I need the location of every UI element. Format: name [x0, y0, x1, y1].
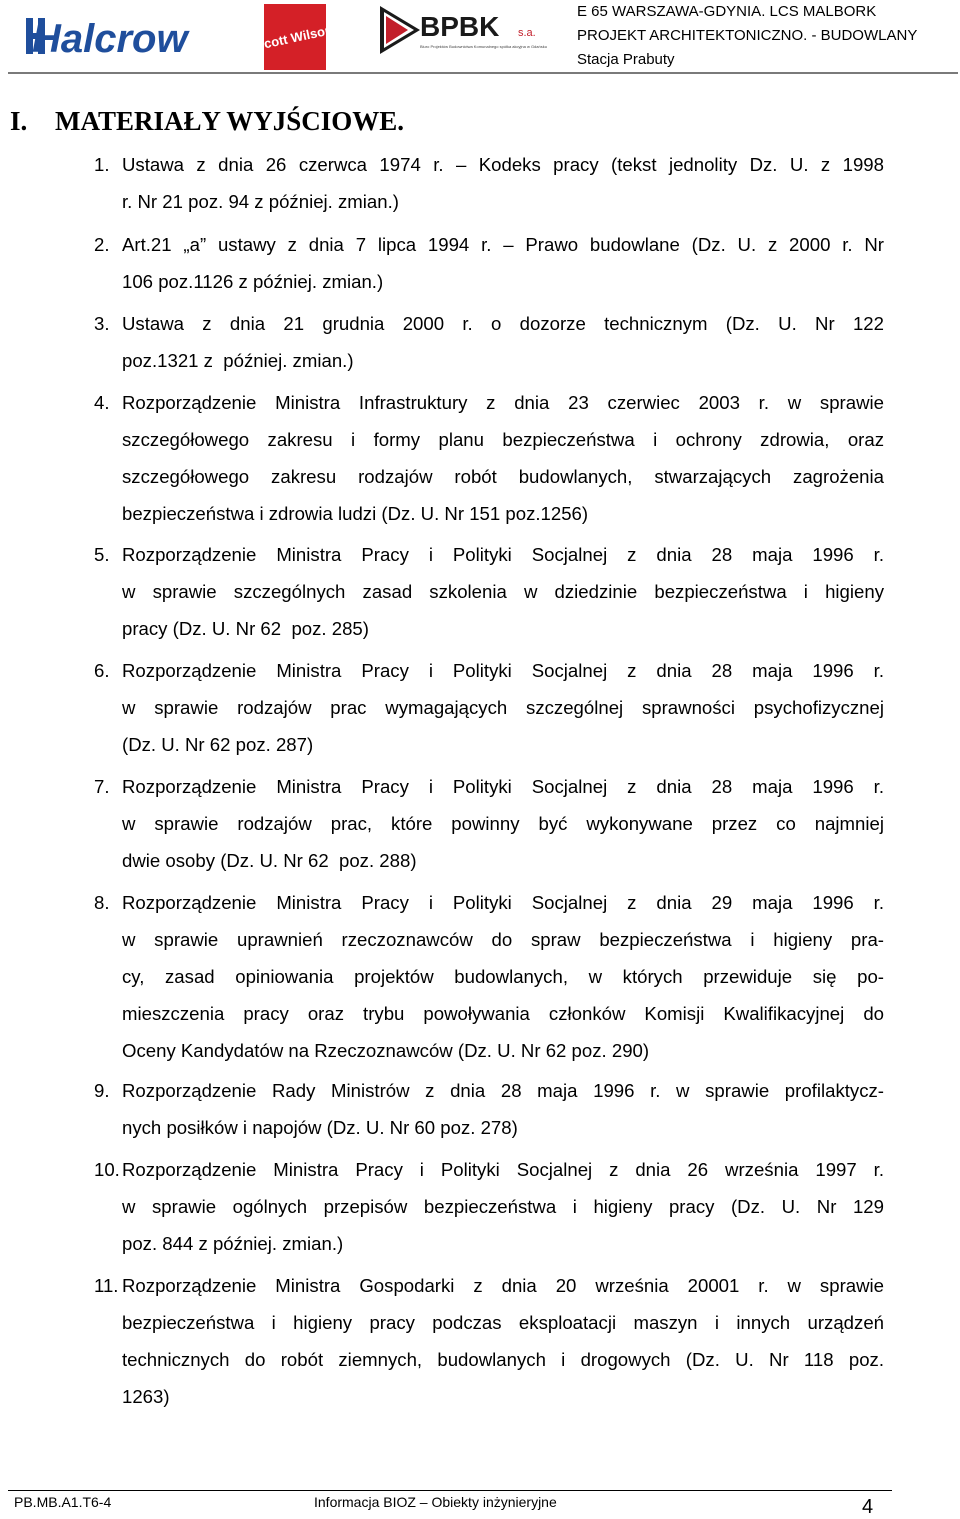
list-item-number: 5.: [94, 544, 110, 565]
project-header-text: [577, 0, 917, 72]
list-item-line: w sprawie rodzajów prac wymagających szczególnej sprawności psychofizycznej: [122, 697, 884, 718]
project-station: Stacja Prabuty: [577, 51, 675, 68]
list-item-line: 106 poz.1126 z później. zmian.): [122, 271, 384, 292]
list-item-line: poz.1321 z później. zmian.): [122, 350, 354, 371]
document-title: Informacja BIOZ – Obiekty inżynieryjne: [314, 1494, 557, 1510]
list-item-line: cy, zasad opiniowania projektów budowlanych, w których przewiduje się po-: [122, 966, 884, 987]
list-item-line: w sprawie uprawnień rzeczoznawców do spraw bezpieczeństwa i higieny pra-: [122, 929, 884, 950]
list-item-number: 3.: [94, 313, 110, 334]
section-number: I.: [10, 106, 28, 136]
list-item-line: poz. 844 z później. zmian.): [122, 1233, 344, 1254]
list-item-number: 9.: [94, 1080, 110, 1101]
list-item-line: bezpieczeństwa i zdrowia ludzi (Dz. U. Nr 151 poz.1256): [122, 503, 589, 524]
list-item-line: mieszczenia pracy oraz trybu powoływania członków Komisji Kwalifikacyjnej do: [122, 1003, 884, 1024]
list-item-line: szczegółowego zakresu i formy planu bezpieczeństwa i ochrony zdrowia, oraz: [122, 429, 884, 450]
document-code: PB.MB.A1.T6-4: [14, 1494, 112, 1510]
list-item: [94, 226, 884, 300]
list-item-line: dwie osoby (Dz. U. Nr 62 poz. 288): [122, 850, 417, 871]
list-item: [94, 1267, 884, 1415]
list-item-line: Rozporządzenie Ministra Pracy i Polityki Socjalnej z dnia 28 maja 1996 r.: [122, 660, 884, 681]
bpbk-logo-suffix: s.a.: [518, 27, 536, 39]
list-item: [94, 536, 884, 647]
project-type: PROJEKT ARCHITEKTONICZNO. - BUDOWLANY: [577, 27, 918, 44]
page-header: [0, 0, 960, 76]
bpbk-logo: [376, 2, 546, 70]
list-item-number: 7.: [94, 776, 110, 797]
list-item-line: Rozporządzenie Ministra Pracy i Polityki Socjalnej z dnia 28 maja 1996 r.: [122, 544, 884, 565]
list-item-line: Ustawa z dnia 26 czerwca 1974 r. – Kodeks pracy (tekst jednolity Dz. U. z 1998: [122, 154, 884, 175]
list-item-number: 4.: [94, 392, 110, 413]
list-item: [94, 146, 884, 220]
list-item-number: 6.: [94, 660, 110, 681]
section-heading: [10, 106, 404, 137]
list-item: [94, 305, 884, 379]
list-item: [94, 884, 884, 1069]
list-item-line: r. Nr 21 poz. 94 z później. zmian.): [122, 191, 399, 212]
list-item-line: Rozporządzenie Ministra Pracy i Polityki Socjalnej z dnia 29 maja 1996 r.: [122, 892, 884, 913]
section-title: MATERIAŁY WYJŚCIOWE.: [55, 106, 405, 136]
halcrow-logo-text: Halcrow: [32, 17, 188, 61]
list-item: [94, 1072, 884, 1146]
list-item-number: 11.: [94, 1275, 119, 1296]
list-item-line: Oceny Kandydatów na Rzeczoznawców (Dz. U. Nr 62 poz. 290): [122, 1040, 650, 1061]
bpbk-logo-small: Biuro Projektów Budownictwa Komunalnego spółka akcyjna w Gdańsku: [420, 44, 547, 49]
list-item-number: 1.: [94, 154, 110, 175]
list-item-number: 2.: [94, 234, 110, 255]
list-item-line: nych posiłków i napojów (Dz. U. Nr 60 poz. 278): [122, 1117, 518, 1138]
list-item-line: (Dz. U. Nr 62 poz. 287): [122, 734, 314, 755]
list-item-line: Rozporządzenie Ministra Gospodarki z dnia 20 września 20001 r. w sprawie: [122, 1275, 884, 1296]
list-item-line: Rozporządzenie Rady Ministrów z dnia 28 maja 1996 r. w sprawie profilaktycz-: [122, 1080, 884, 1101]
page-number: 4: [862, 1496, 874, 1518]
list-item: [94, 384, 884, 532]
list-item-line: szczegółowego zakresu rodzajów robót budowlanych, stwarzających zagrożenia: [122, 466, 884, 487]
list-item-line: Rozporządzenie Ministra Infrastruktury z dnia 23 czerwiec 2003 r. w sprawie: [122, 392, 884, 413]
footer-divider: [8, 1490, 892, 1491]
list-item: [94, 1151, 884, 1262]
halcrow-logo: [24, 12, 210, 60]
list-item-line: w sprawie rodzajów prac, które powinny być wykonywane przez co najmniej: [122, 813, 884, 834]
bpbk-logo-text: BPBK: [420, 11, 500, 42]
list-item-line: pracy (Dz. U. Nr 62 poz. 285): [122, 618, 369, 639]
list-item: [94, 768, 884, 879]
list-item-line: Rozporządzenie Ministra Pracy i Polityki Socjalnej z dnia 26 września 1997 r.: [122, 1159, 884, 1180]
list-item-line: bezpieczeństwa i higieny pracy podczas eksploatacji maszyn i innych urządzeń: [122, 1312, 884, 1333]
list-item-number: 8.: [94, 892, 110, 913]
header-divider: [8, 72, 958, 74]
list-item: [94, 652, 884, 763]
list-item-line: Ustawa z dnia 21 grudnia 2000 r. o dozorze technicznym (Dz. U. Nr 122: [122, 313, 884, 334]
list-item-number: 10.: [94, 1159, 120, 1180]
list-item-line: w sprawie szczególnych zasad szkolenia w dziedzinie bezpieczeństwa i higieny: [122, 581, 884, 602]
list-item-line: w sprawie ogólnych przepisów bezpieczeństwa i higieny pracy (Dz. U. Nr 129: [122, 1196, 884, 1217]
scott-wilson-logo-text: Scott Wilson: [254, 22, 335, 54]
list-item-line: technicznych do robót ziemnych, budowlanych i drogowych (Dz. U. Nr 118 poz.: [122, 1349, 884, 1370]
list-item-line: Art.21 „a” ustawy z dnia 7 lipca 1994 r. – Prawo budowlane (Dz. U. z 2000 r. Nr: [122, 234, 884, 255]
list-item-line: Rozporządzenie Ministra Pracy i Polityki Socjalnej z dnia 28 maja 1996 r.: [122, 776, 884, 797]
list-item-line: 1263): [122, 1386, 170, 1407]
project-route: E 65 WARSZAWA-GDYNIA. LCS MALBORK: [577, 3, 877, 20]
scott-wilson-logo: [254, 4, 335, 70]
